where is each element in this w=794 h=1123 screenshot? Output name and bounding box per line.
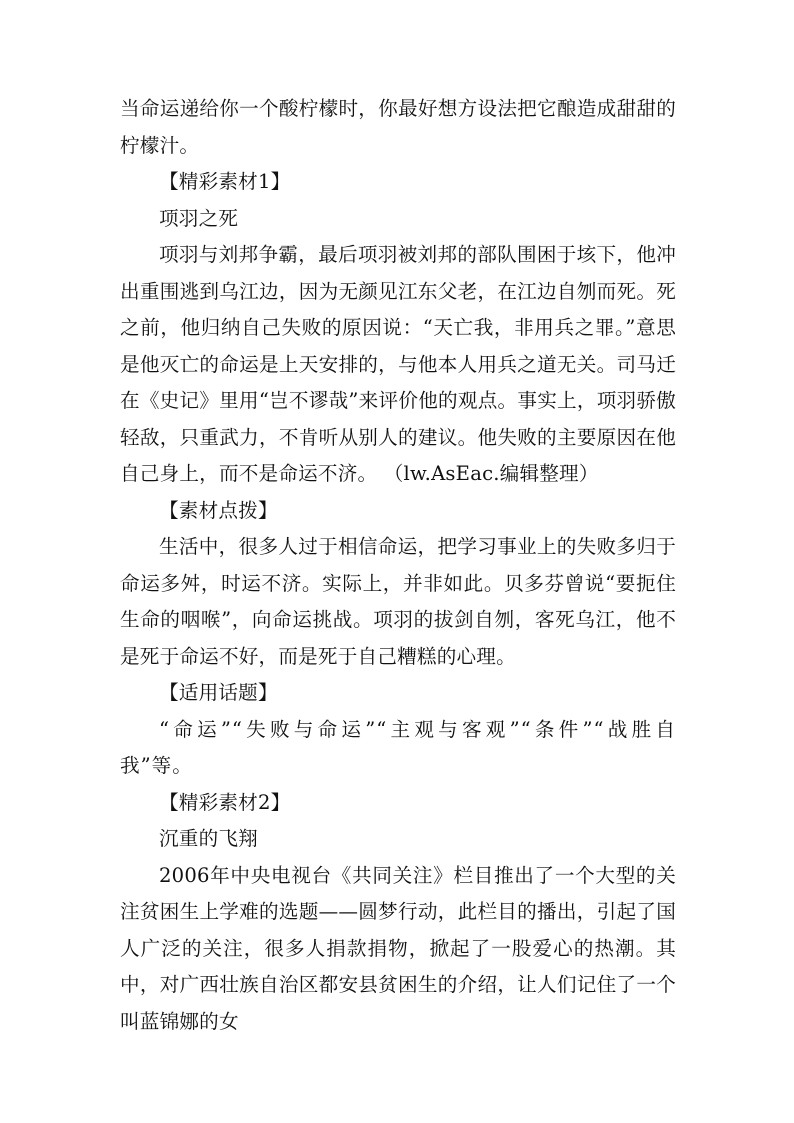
paragraph-applicable-topics: “命运”“失败与命运”“主观与客观”“条件”“战胜自我”等。: [120, 717, 676, 777]
title-heavy-flight: 沉重的飞翔: [159, 827, 258, 850]
heading-material-comment: 【素材点拨】: [159, 498, 278, 522]
document-body: [120, 91, 676, 1040]
heading-material-2: 【精彩素材2】: [159, 790, 291, 814]
heading-applicable-topics: 【适用话题】: [159, 681, 278, 704]
paragraph-material-comment: 生活中，很多人过于相信命运，把学习事业上的失败多归于命运多舛，时运不济。实际上，并非如此。贝多芬曾说“要扼住生命的咽喉”，向命运挑战。项羽的拔剑自刎，客死乌江，他不是死于命运不好，而是死于自己糟糕的心理。: [120, 535, 676, 668]
heading-material-1: 【精彩素材1】: [159, 170, 291, 193]
paragraph-heavy-flight: 2006年中央电视台《共同关注》栏目推出了一个大型的关注贫困生上学难的选题——圆梦行动，此栏目的播出，引起了国人广泛的关注，很多人捐款捐物，掀起了一股爱心的热潮。其中，对广西壮族自治区都安县贫困生的介绍，让人们记住了一个叫蓝锦娜的女: [120, 863, 676, 1033]
paragraph-lemon-quote: 当命运递给你一个酸柠檬时，你最好想方设法把它酿造成甜甜的柠檬汁。: [120, 97, 676, 157]
paragraph-xiang-yu-story: 项羽与刘邦争霸，最后项羽被刘邦的部队围困于垓下，他冲出重围逃到乌江边，因为无颜见江东父老，在江边自刎而死。死之前，他归纳自己失败的原因说：“天亡我，非用兵之罪。”意思是他灭亡的命运是上天安排的，与他本人用兵之道无关。司马迁在《史记》里用“岂不谬哉”来评价他的观点。事实上，项羽骄傲轻敌，只重武力，不肯听从别人的建议。他失败的主要原因在他自己身上，而不是命运不济。 （lw.AsEac.编辑整理）: [120, 243, 676, 485]
title-xiang-yu-death: 项羽之死: [159, 206, 239, 230]
